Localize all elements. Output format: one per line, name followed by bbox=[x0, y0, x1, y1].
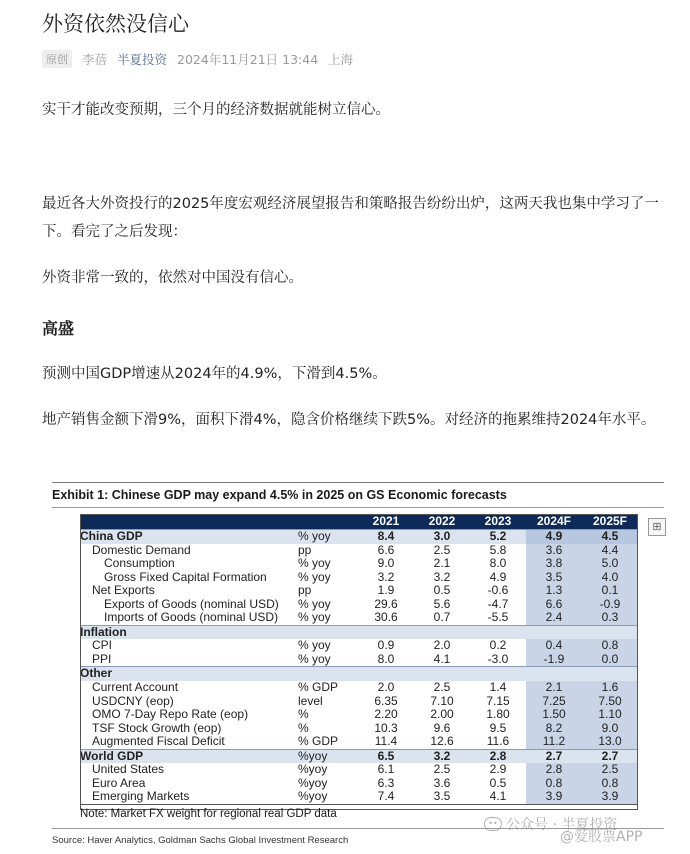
table-row bbox=[80, 749, 638, 763]
table-row bbox=[80, 653, 638, 667]
cell-value: 4.0 bbox=[582, 571, 638, 585]
row-label: Consumption bbox=[104, 557, 175, 571]
cell-value: -5.5 bbox=[487, 611, 509, 625]
table-row bbox=[80, 681, 638, 695]
cell-value: 29.6 bbox=[374, 597, 398, 611]
cell-value: 4.9 bbox=[526, 530, 582, 544]
cell-value: 4.9 bbox=[489, 570, 507, 584]
cell-value: -3.0 bbox=[487, 652, 509, 666]
cell-value: 30.6 bbox=[374, 611, 398, 625]
article-title: 外资依然没信心 bbox=[42, 12, 189, 36]
publish-location: 上海 bbox=[328, 52, 354, 67]
row-label: Euro Area bbox=[92, 776, 146, 790]
cell-value: 2.5 bbox=[433, 763, 451, 777]
cell-value: 11.2 bbox=[526, 735, 582, 749]
row-unit: %yoy bbox=[298, 763, 328, 777]
row-label: OMO 7-Day Repo Rate (eop) bbox=[92, 708, 249, 722]
table-row bbox=[80, 790, 638, 804]
cell-value: 3.2 bbox=[377, 570, 395, 584]
table-row bbox=[80, 530, 638, 544]
cell-value: 8.0 bbox=[489, 557, 507, 571]
table-row bbox=[80, 544, 638, 558]
table-row bbox=[80, 708, 638, 722]
row-label: Current Account bbox=[92, 681, 179, 695]
row-unit bbox=[298, 667, 358, 681]
publish-datetime: 2024年11月21日 13:44 bbox=[177, 52, 319, 67]
col-header: 2022 bbox=[414, 514, 470, 530]
original-badge: 原创 bbox=[42, 50, 72, 68]
cell-value: -4.7 bbox=[487, 597, 509, 611]
cell-value: 9.0 bbox=[377, 557, 395, 571]
cell-value: 3.2 bbox=[414, 749, 470, 763]
table-row bbox=[80, 571, 638, 585]
row-label: Net Exports bbox=[92, 584, 155, 598]
cell-value: 2.5 bbox=[582, 763, 638, 777]
row-label: Inflation bbox=[80, 625, 298, 639]
row-unit: % yoy bbox=[298, 611, 331, 625]
cell-value bbox=[358, 625, 414, 639]
watermark-line1: 公众号 · 半夏投资 bbox=[506, 817, 618, 833]
table-row bbox=[80, 722, 638, 736]
cell-value: 0.8 bbox=[526, 777, 582, 791]
qr-scan-icon[interactable]: ⊞ bbox=[648, 518, 666, 536]
cell-value: 5.6 bbox=[433, 597, 451, 611]
cell-value: 3.6 bbox=[526, 544, 582, 558]
cell-value: 0.5 bbox=[433, 584, 451, 598]
table-row bbox=[80, 763, 638, 777]
cell-value: 6.5 bbox=[358, 749, 414, 763]
cell-value bbox=[414, 667, 470, 681]
cell-value bbox=[358, 667, 414, 681]
watermark-app: @爱股票APP bbox=[560, 829, 643, 845]
cell-value: 3.9 bbox=[582, 790, 638, 804]
cell-value: 0.9 bbox=[377, 639, 395, 653]
cell-value: 6.35 bbox=[374, 694, 398, 708]
cell-value: 8.2 bbox=[526, 722, 582, 736]
article-meta bbox=[42, 50, 353, 68]
cell-value: 10.3 bbox=[374, 721, 398, 735]
cell-value: 1.4 bbox=[489, 681, 507, 695]
row-label: Augmented Fiscal Deficit bbox=[92, 735, 225, 749]
row-label: Gross Fixed Capital Formation bbox=[104, 570, 267, 584]
table-row bbox=[80, 584, 638, 598]
table-header-row bbox=[80, 514, 638, 530]
table-row bbox=[80, 639, 638, 653]
row-label: Other bbox=[80, 667, 298, 681]
paragraph-3: 外资非常一致的，依然对中国没有信心。 bbox=[42, 270, 303, 286]
row-label: CPI bbox=[92, 639, 113, 653]
cell-value: -0.9 bbox=[582, 598, 638, 612]
cell-value: 1.10 bbox=[582, 708, 638, 722]
cell-value: 3.2 bbox=[433, 570, 451, 584]
row-unit: % bbox=[298, 721, 309, 735]
cell-value: 4.1 bbox=[433, 652, 451, 666]
account-link[interactable]: 半夏投资 bbox=[117, 52, 168, 67]
cell-value: -1.9 bbox=[526, 653, 582, 667]
exhibit-image bbox=[52, 482, 666, 854]
row-unit: % GDP bbox=[298, 735, 339, 749]
row-unit: pp bbox=[298, 543, 312, 557]
cell-value bbox=[470, 667, 526, 681]
cell-value bbox=[582, 625, 638, 639]
row-label: Exports of Goods (nominal USD) bbox=[104, 597, 279, 611]
row-label: TSF Stock Growth (eop) bbox=[92, 721, 222, 735]
table-row bbox=[80, 557, 638, 571]
cell-value: 4.4 bbox=[582, 544, 638, 558]
exhibit-title-rule bbox=[52, 507, 664, 508]
cell-value: 5.8 bbox=[489, 543, 507, 557]
cell-value: 0.5 bbox=[489, 776, 507, 790]
cell-value: 8.4 bbox=[358, 530, 414, 544]
cell-value: 4.1 bbox=[470, 790, 526, 804]
cell-value: 0.8 bbox=[582, 777, 638, 791]
exhibit-note: Note: Market FX weight for regional real GDP data bbox=[80, 808, 337, 820]
table-row bbox=[80, 695, 638, 709]
row-unit: % bbox=[298, 708, 309, 722]
row-unit: % yoy bbox=[298, 639, 331, 653]
cell-value: 8.0 bbox=[377, 652, 395, 666]
cell-value bbox=[526, 667, 582, 681]
row-unit: % yoy bbox=[298, 652, 331, 666]
cell-value: 2.7 bbox=[582, 749, 638, 763]
row-label: World GDP bbox=[80, 749, 298, 763]
cell-value: 0.3 bbox=[582, 611, 638, 625]
cell-value: 3.6 bbox=[433, 776, 451, 790]
paragraph-5: 地产销售金额下滑9%，面积下滑4%，隐含价格继续下跌5%。对经济的拖累维持2024年水平。 bbox=[42, 412, 656, 428]
cell-value: 1.3 bbox=[526, 584, 582, 598]
row-label: Imports of Goods (nominal USD) bbox=[104, 611, 279, 625]
cell-value: 2.20 bbox=[374, 708, 398, 722]
cell-value: 3.5 bbox=[526, 571, 582, 585]
table-row bbox=[80, 735, 638, 749]
table-row bbox=[80, 611, 638, 625]
author-name: 李蓓 bbox=[82, 52, 108, 67]
wechat-icon: •• bbox=[484, 817, 502, 831]
cell-value: 2.9 bbox=[489, 763, 507, 777]
cell-value: 1.6 bbox=[582, 681, 638, 695]
cell-value bbox=[582, 667, 638, 681]
col-header: 2021 bbox=[358, 514, 414, 530]
row-label: United States bbox=[92, 763, 165, 777]
exhibit-source: Source: Haver Analytics, Goldman Sachs Global Investment Research bbox=[52, 835, 349, 846]
cell-value bbox=[526, 625, 582, 639]
cell-value: 12.6 bbox=[430, 735, 454, 749]
cell-value: 1.9 bbox=[377, 584, 395, 598]
cell-value bbox=[470, 625, 526, 639]
cell-value: 11.6 bbox=[486, 735, 510, 749]
cell-value: 6.1 bbox=[377, 763, 395, 777]
cell-value: 2.5 bbox=[433, 543, 451, 557]
cell-value: 2.8 bbox=[526, 763, 582, 777]
cell-value: 4.5 bbox=[582, 530, 638, 544]
cell-value: 7.10 bbox=[430, 694, 454, 708]
row-label: Domestic Demand bbox=[92, 543, 191, 557]
row-unit bbox=[298, 625, 358, 639]
cell-value: 2.1 bbox=[433, 557, 451, 571]
paragraph-1: 实干才能改变预期，三个月的经济数据就能树立信心。 bbox=[42, 102, 390, 118]
row-label: China GDP bbox=[80, 530, 298, 544]
row-label: PPI bbox=[92, 652, 112, 666]
row-unit: % GDP bbox=[298, 681, 339, 695]
cell-value: 11.4 bbox=[374, 735, 398, 749]
cell-value: 3.8 bbox=[526, 557, 582, 571]
cell-value: 5.0 bbox=[582, 557, 638, 571]
row-unit: % yoy bbox=[298, 530, 358, 544]
cell-value: 3.5 bbox=[414, 790, 470, 804]
cell-value: 13.0 bbox=[582, 735, 638, 749]
row-label: USDCNY (eop) bbox=[92, 694, 174, 708]
cell-value: 3.9 bbox=[526, 790, 582, 804]
cell-value: 2.7 bbox=[526, 749, 582, 763]
row-unit: % yoy bbox=[298, 570, 331, 584]
cell-value: 2.00 bbox=[430, 708, 454, 722]
table-row bbox=[80, 777, 638, 791]
col-header: 2023 bbox=[470, 514, 526, 530]
table-row bbox=[80, 667, 638, 681]
exhibit-top-rule bbox=[52, 482, 664, 483]
row-unit: % yoy bbox=[298, 597, 331, 611]
cell-value: 2.5 bbox=[433, 681, 451, 695]
cell-value: 6.6 bbox=[377, 543, 395, 557]
cell-value: 2.1 bbox=[526, 681, 582, 695]
cell-value: 2.8 bbox=[470, 749, 526, 763]
cell-value: 7.15 bbox=[486, 694, 510, 708]
cell-value: 1.50 bbox=[526, 708, 582, 722]
cell-value: 3.0 bbox=[414, 530, 470, 544]
table-row bbox=[80, 625, 638, 639]
row-label: Emerging Markets bbox=[80, 790, 298, 804]
cell-value bbox=[414, 625, 470, 639]
cell-value: 5.2 bbox=[470, 530, 526, 544]
cell-value: 1.80 bbox=[486, 708, 510, 722]
exhibit-title: Exhibit 1: Chinese GDP may expand 4.5% in 2025 on GS Economic forecasts bbox=[52, 488, 507, 502]
cell-value: 0.4 bbox=[526, 639, 582, 653]
row-unit: pp bbox=[298, 584, 312, 598]
cell-value: -0.6 bbox=[487, 584, 509, 598]
cell-value: 7.25 bbox=[526, 695, 582, 709]
cell-value: 2.0 bbox=[377, 681, 395, 695]
cell-value: 6.6 bbox=[526, 598, 582, 612]
col-header: 2024F bbox=[526, 514, 582, 530]
gdp-forecast-table bbox=[80, 514, 638, 805]
paragraph-2: 最近各大外资投行的2025年度宏观经济展望报告和策略报告纷纷出炉，这两天我也集中学习了一下。看完了之后发现： bbox=[42, 196, 659, 240]
table-row bbox=[80, 598, 638, 612]
cell-value: 0.0 bbox=[582, 653, 638, 667]
col-header: 2025F bbox=[582, 514, 638, 530]
cell-value: 9.5 bbox=[489, 721, 507, 735]
section-heading: 高盛 bbox=[42, 319, 75, 338]
cell-value: 9.0 bbox=[582, 722, 638, 736]
cell-value: 2.0 bbox=[433, 639, 451, 653]
paragraph-4: 预测中国GDP增速从2024年的4.9%，下滑到4.5%。 bbox=[42, 366, 387, 382]
cell-value: 6.3 bbox=[377, 776, 395, 790]
row-unit: level bbox=[298, 694, 323, 708]
row-unit: %yoy bbox=[298, 749, 358, 763]
cell-value: 7.50 bbox=[582, 695, 638, 709]
cell-value: 7.4 bbox=[358, 790, 414, 804]
cell-value: 0.7 bbox=[433, 611, 451, 625]
row-unit: %yoy bbox=[298, 776, 328, 790]
row-unit: %yoy bbox=[298, 790, 358, 804]
cell-value: 0.1 bbox=[582, 584, 638, 598]
cell-value: 0.2 bbox=[489, 639, 507, 653]
cell-value: 9.6 bbox=[433, 721, 451, 735]
row-unit: % yoy bbox=[298, 557, 331, 571]
cell-value: 2.4 bbox=[526, 611, 582, 625]
cell-value: 0.8 bbox=[582, 639, 638, 653]
